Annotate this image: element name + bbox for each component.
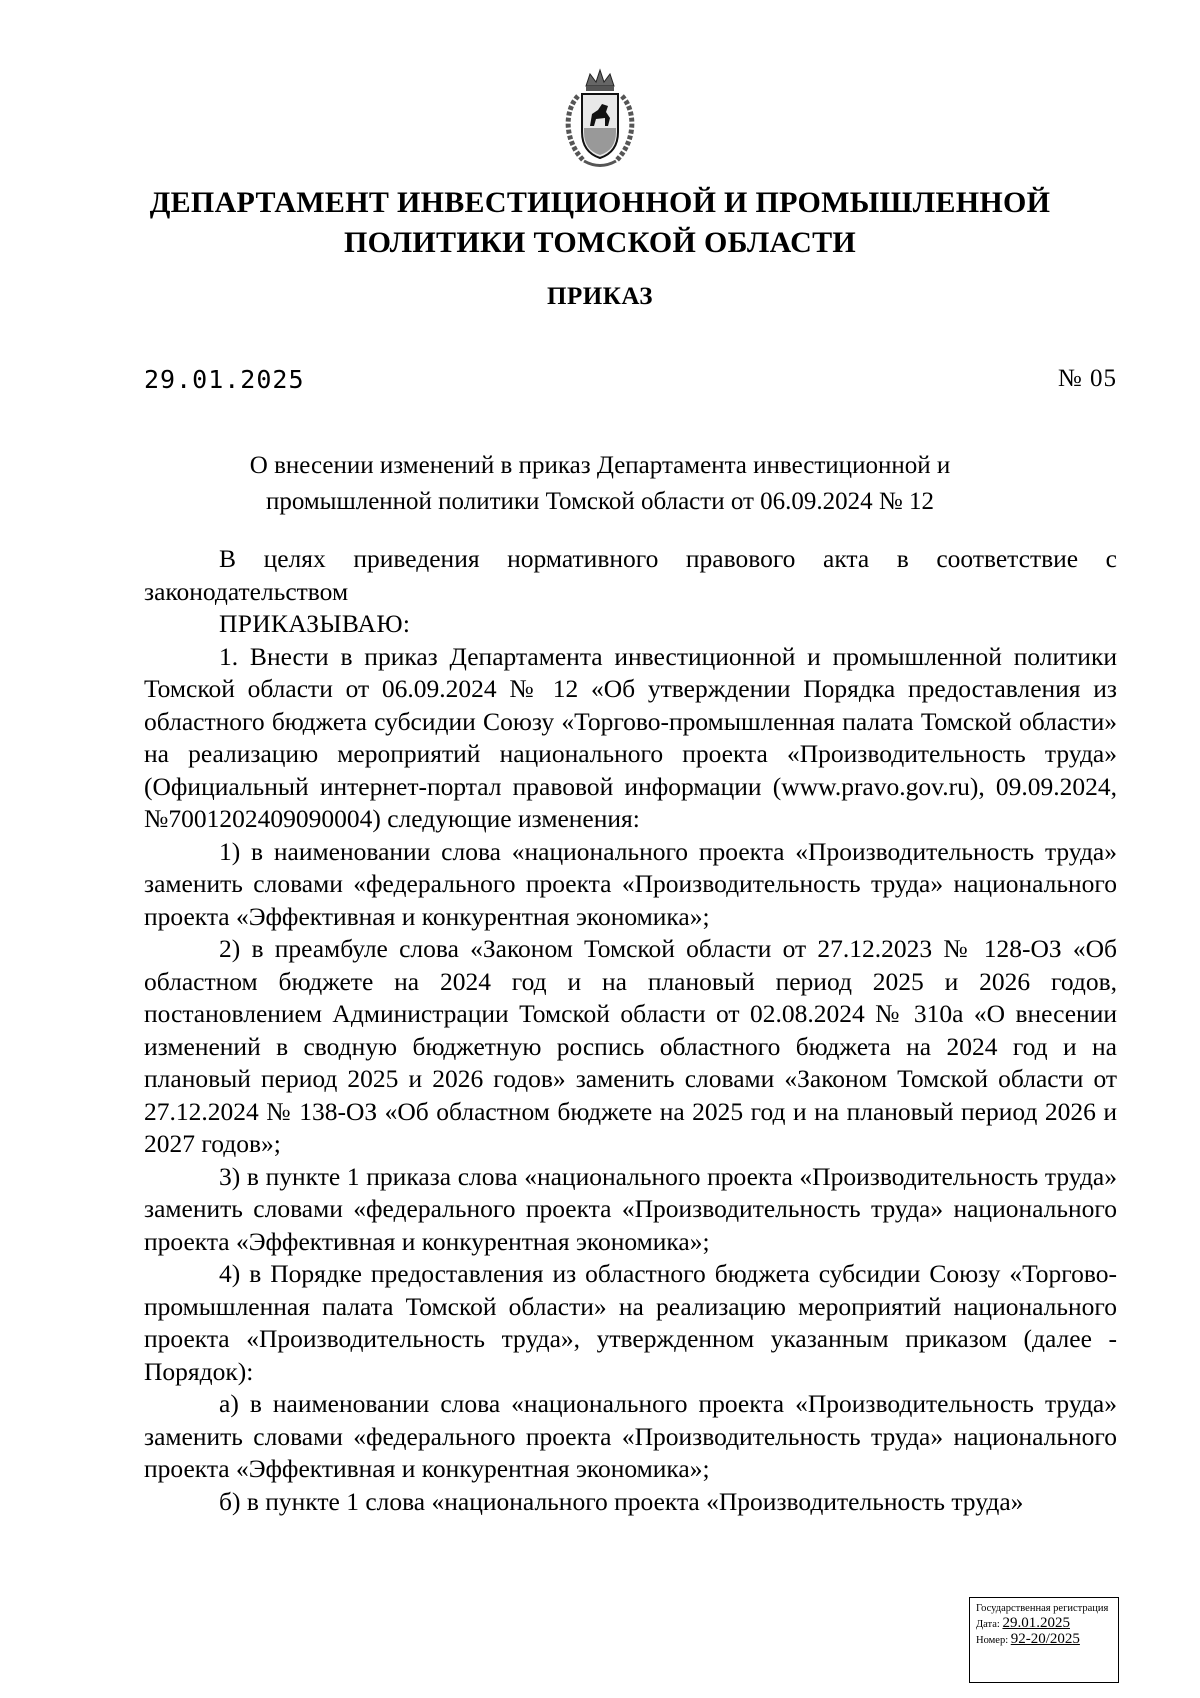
registration-stamp bbox=[969, 1597, 1119, 1683]
department-name-line1: ДЕПАРТАМЕНТ ИНВЕСТИЦИОННОЙ И ПРОМЫШЛЕННОЙ bbox=[149, 186, 1051, 219]
body-paragraph: 3) в пункте 1 приказа слова «национального проекта «Производительность труда» заменить словами «федерального проекта «Производительность труда» национального проекта «Эффективная и конкурентная экономика»; bbox=[144, 1161, 1117, 1256]
subject-line1: О внесении изменений в приказ Департамента инвестиционной и bbox=[249, 452, 951, 479]
stamp-date-label: Дата: bbox=[976, 1619, 1000, 1630]
stamp-number-value: 92-20/2025 bbox=[1010, 1631, 1080, 1647]
document-number: № 05 bbox=[1057, 365, 1117, 392]
body-paragraph: 4) в Порядке предоставления из областного бюджета субсидии Союзу «Торгово-промышленная палата Томской области» на реализацию мероприятий национального проекта «Производительность труда», утвержденном указанным приказом (далее - Порядок): bbox=[144, 1259, 1117, 1386]
document-body bbox=[144, 543, 1117, 1518]
body-paragraph: б) в пункте 1 слова «национального проекта «Производительность труда» bbox=[219, 1486, 1024, 1516]
body-paragraph: 1. Внести в приказ Департамента инвестиционной и промышленной политики Томской области от 06.09.2024 № 12 «Об утверждении Порядка предоставления из областного бюджета субсидии Союзу «Торгово-промышленная палата Томской области» на реализацию мероприятий национального проекта «Производительность труда» (Официальный интернет-портал правовой информации (www.pravo.gov.ru), 09.09.2024, №7001202409090004) следующие изменения: bbox=[144, 641, 1117, 833]
stamp-date-row bbox=[976, 1616, 1115, 1632]
stamp-title: Государственная регистрация bbox=[976, 1603, 1109, 1614]
document-subject bbox=[180, 448, 1020, 520]
body-paragraph: 2) в преамбуле слова «Законом Томской области от 27.12.2023 № 128-ОЗ «Об областном бюджете на 2024 год и на плановый период 2025 и 2026 годов, постановлением Администрации Томской области от 02.08.2024 № 310а «О внесении изменений в сводную бюджетную роспись областного бюджета на 2024 год и на плановый период 2025 и 2026 годов» заменить словами «Законом Томской области от 27.12.2024 № 138-ОЗ «Об областном бюджете на 2025 год и на плановый период 2026 и 2027 годов»; bbox=[144, 934, 1117, 1158]
department-name bbox=[0, 183, 1200, 263]
document-type: ПРИКАЗ bbox=[547, 283, 653, 310]
orders-heading: ПРИКАЗЫВАЮ: bbox=[219, 609, 411, 638]
body-paragraph: а) в наименовании слова «национального проекта «Производительность труда» заменить словами «федерального проекта «Производительность труда» национального проекта «Эффективная и конкурентная экономика»; bbox=[144, 1389, 1117, 1483]
department-name-line2: ПОЛИТИКИ ТОМСКОЙ ОБЛАСТИ bbox=[343, 226, 857, 259]
body-paragraph: 1) в наименовании слова «национального проекта «Производительность труда» заменить словами «федерального проекта «Производительность труда» национального проекта «Эффективная и конкурентная экономика»; bbox=[144, 836, 1117, 931]
subject-line2: промышленной политики Томской области от 06.09.2024 № 12 bbox=[265, 488, 935, 515]
preamble-paragraph: В целях приведения нормативного правового акта в соответствие с законодательством bbox=[144, 544, 1117, 606]
stamp-number-label: Номер: bbox=[976, 1635, 1009, 1646]
stamp-number-row bbox=[976, 1632, 1115, 1648]
stamp-date-value: 29.01.2025 bbox=[1002, 1615, 1070, 1631]
document-date: 29.01.2025 bbox=[144, 365, 305, 394]
coat-of-arms-emblem bbox=[550, 66, 650, 174]
tomsk-region-coat-of-arms-icon bbox=[550, 66, 650, 174]
